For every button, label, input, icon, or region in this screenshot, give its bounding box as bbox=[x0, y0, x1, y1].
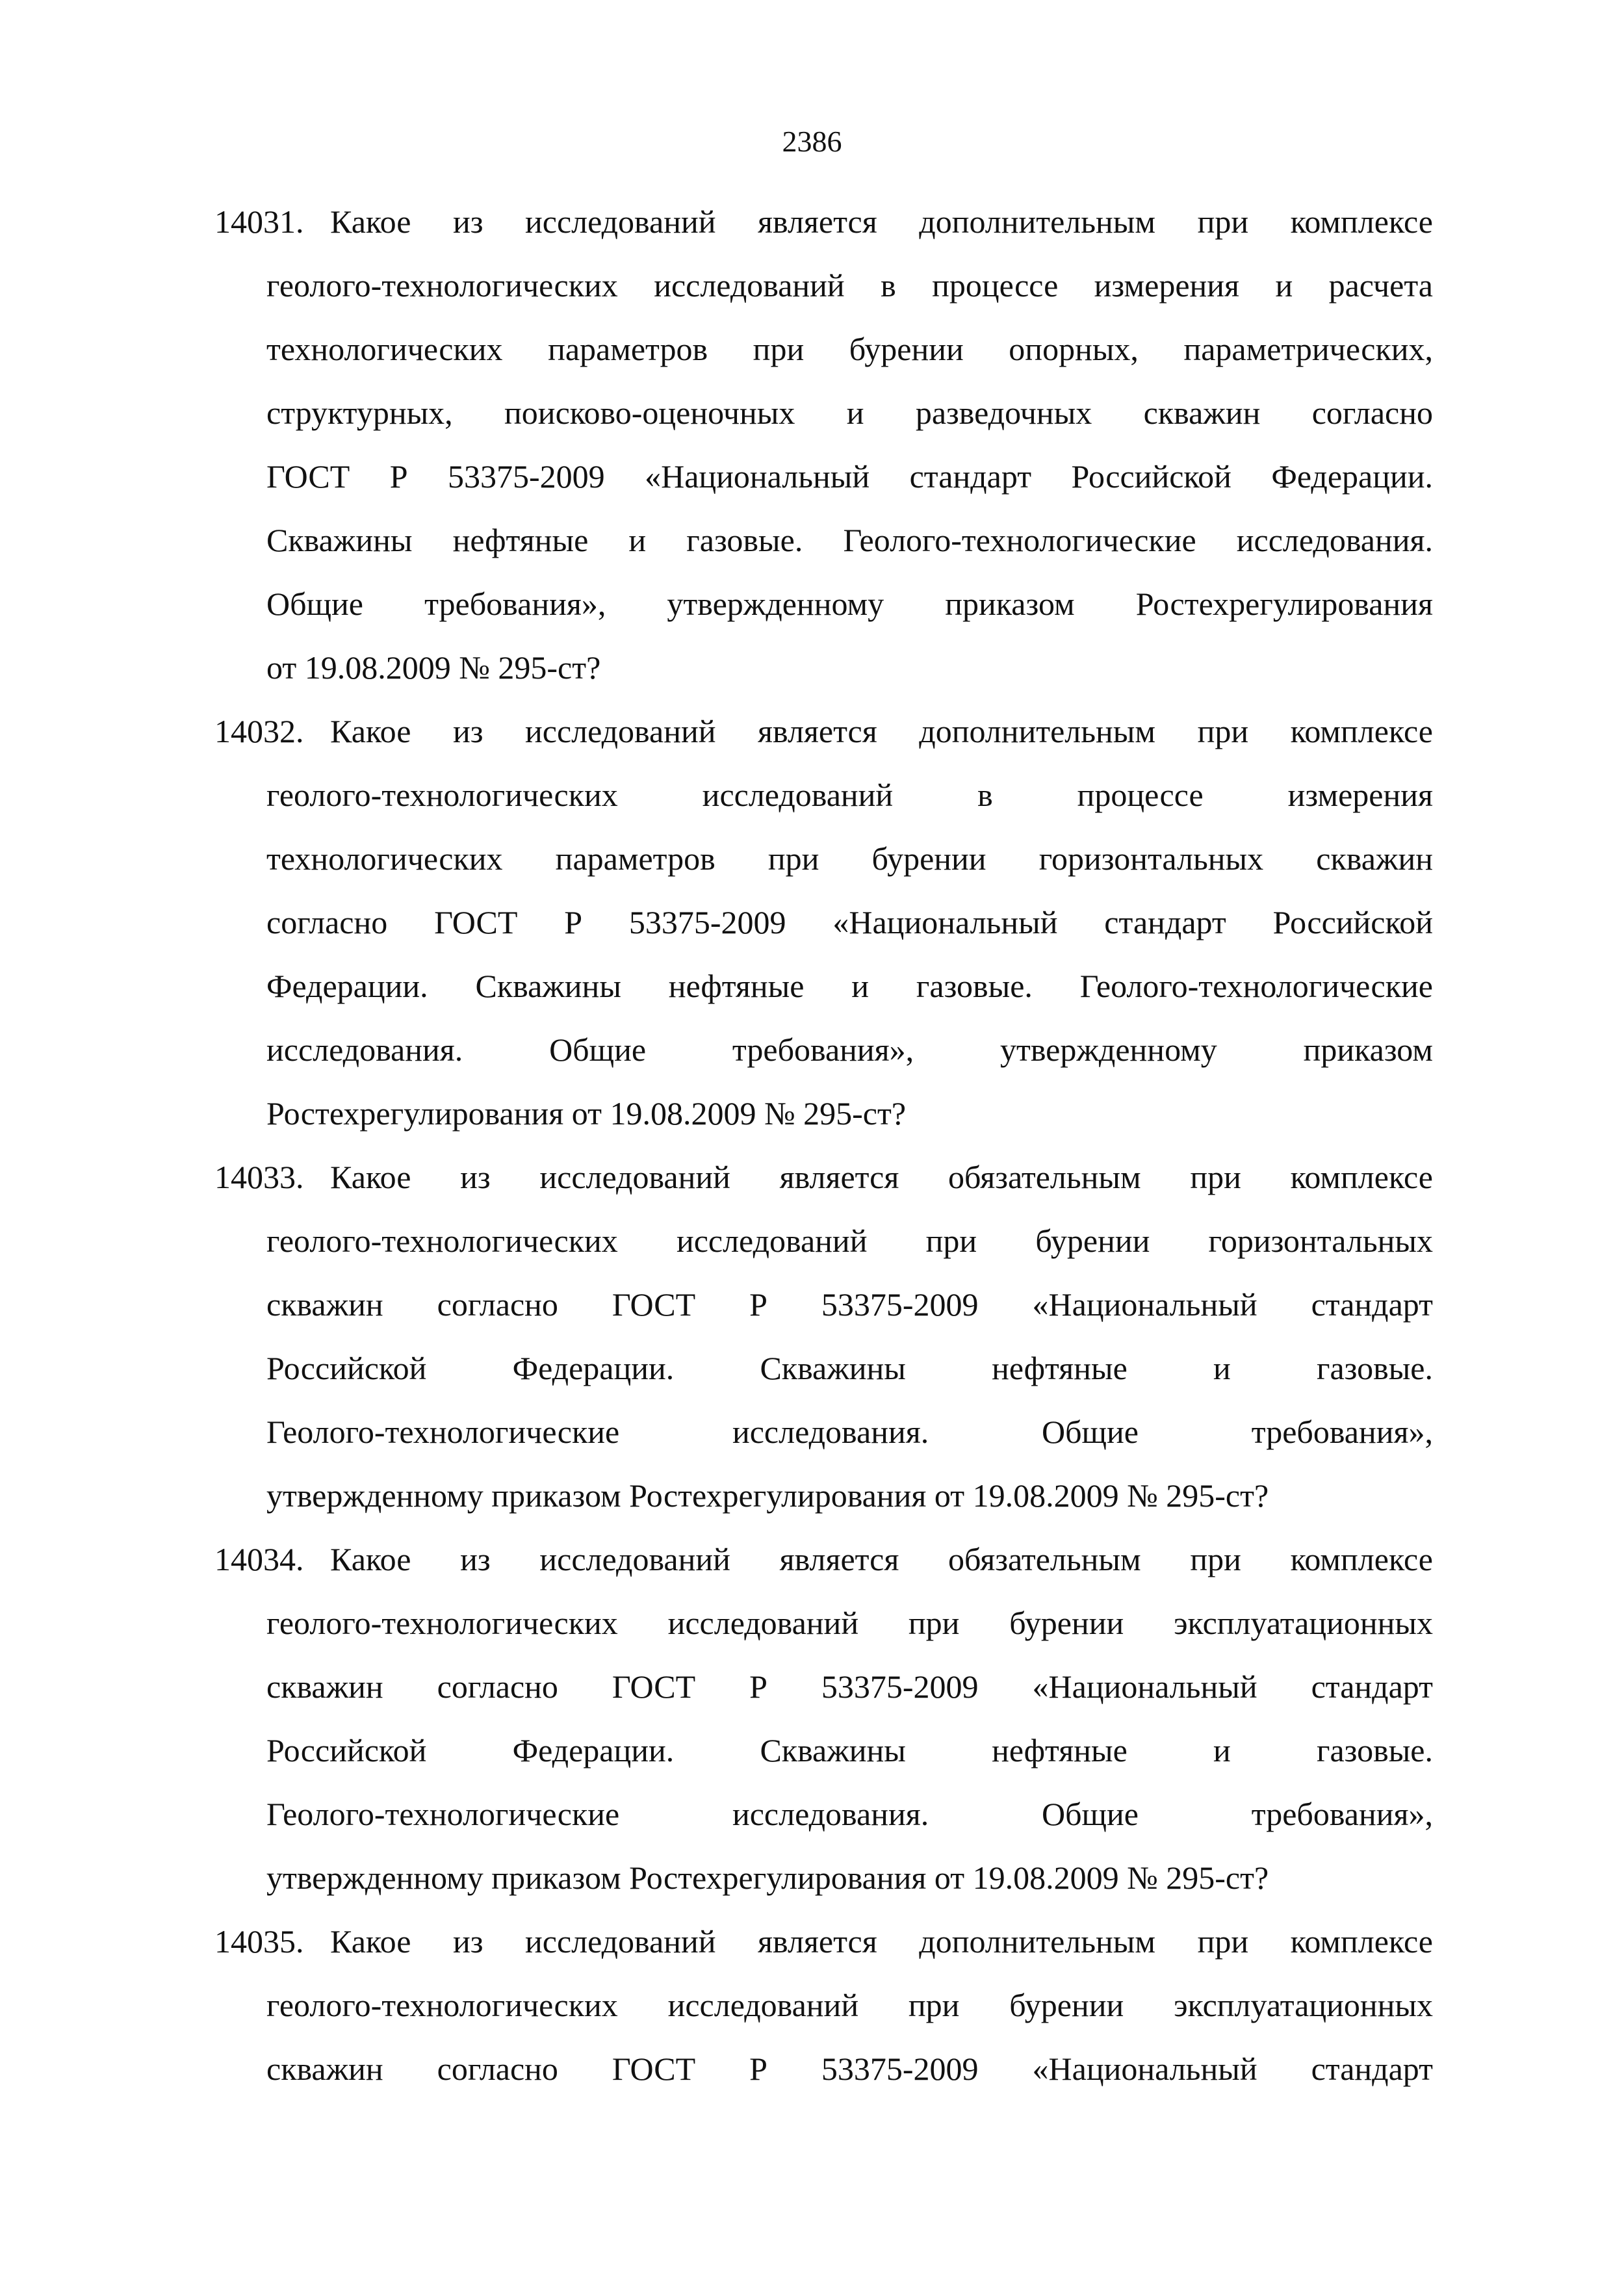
question-line: Федерации. Скважины нефтяные и газовые. Геолого-технологические bbox=[266, 968, 1433, 1004]
question-line: Российской Федерации. Скважины нефтяные и газовые. bbox=[266, 1732, 1433, 1768]
question-line: Какое из исследований является дополнительным при комплексе bbox=[330, 203, 1433, 240]
question-line: геолого-технологических исследований при бурении эксплуатационных bbox=[266, 1605, 1433, 1641]
question-line: исследования. Общие требования», утвержденному приказом bbox=[266, 1031, 1433, 1068]
question-line: геолого-технологических исследований при бурении эксплуатационных bbox=[266, 1987, 1433, 2023]
question-line: утвержденному приказом Ростехрегулирования от 19.08.2009 № 295-ст? bbox=[266, 1859, 1269, 1896]
question-line: Общие требования», утвержденному приказом Ростехрегулирования bbox=[266, 586, 1433, 622]
question-line: геолого-технологических исследований в процессе измерения и расчета bbox=[266, 267, 1433, 304]
question-number: 14034. bbox=[214, 1541, 304, 1577]
question-line: структурных, поисково-оценочных и разведочных скважин согласно bbox=[266, 395, 1433, 431]
question-line: технологических параметров при бурении опорных, параметрических, bbox=[266, 331, 1433, 367]
question-line: согласно ГОСТ Р 53375-2009 «Национальный стандарт Российской bbox=[266, 904, 1433, 940]
question-line: геолого-технологических исследований в процессе измерения bbox=[266, 777, 1433, 813]
question-line: Ростехрегулирования от 19.08.2009 № 295-ст? bbox=[266, 1095, 907, 1132]
question-line: геолого-технологических исследований при бурении горизонтальных bbox=[266, 1223, 1433, 1259]
question-line: технологических параметров при бурении горизонтальных скважин bbox=[266, 840, 1433, 877]
question-line: Российской Федерации. Скважины нефтяные и газовые. bbox=[266, 1350, 1433, 1386]
question-line: Геолого-технологические исследования. Общие требования», bbox=[266, 1796, 1433, 1832]
question-number: 14033. bbox=[214, 1159, 304, 1195]
question-line: утвержденному приказом Ростехрегулирования от 19.08.2009 № 295-ст? bbox=[266, 1477, 1269, 1514]
question-line: Скважины нефтяные и газовые. Геолого-технологические исследования. bbox=[266, 522, 1433, 558]
question-line: скважин согласно ГОСТ Р 53375-2009 «Национальный стандарт bbox=[266, 2051, 1433, 2087]
question-line: Геолого-технологические исследования. Общие требования», bbox=[266, 1414, 1433, 1450]
question-number: 14035. bbox=[214, 1923, 304, 1960]
question-line: Какое из исследований является дополнительным при комплексе bbox=[330, 713, 1433, 749]
question-line: Какое из исследований является обязательным при комплексе bbox=[330, 1541, 1433, 1577]
page-number: 2386 bbox=[782, 125, 842, 158]
question-number: 14031. bbox=[214, 203, 304, 240]
question-line: Какое из исследований является обязательным при комплексе bbox=[330, 1159, 1433, 1195]
question-line: скважин согласно ГОСТ Р 53375-2009 «Национальный стандарт bbox=[266, 1286, 1433, 1323]
question-line: от 19.08.2009 № 295-ст? bbox=[266, 649, 601, 686]
question-line: скважин согласно ГОСТ Р 53375-2009 «Национальный стандарт bbox=[266, 1668, 1433, 1705]
question-line: ГОСТ Р 53375-2009 «Национальный стандарт Российской Федерации. bbox=[266, 458, 1433, 495]
question-line: Какое из исследований является дополнительным при комплексе bbox=[330, 1923, 1433, 1960]
question-number: 14032. bbox=[214, 713, 304, 749]
